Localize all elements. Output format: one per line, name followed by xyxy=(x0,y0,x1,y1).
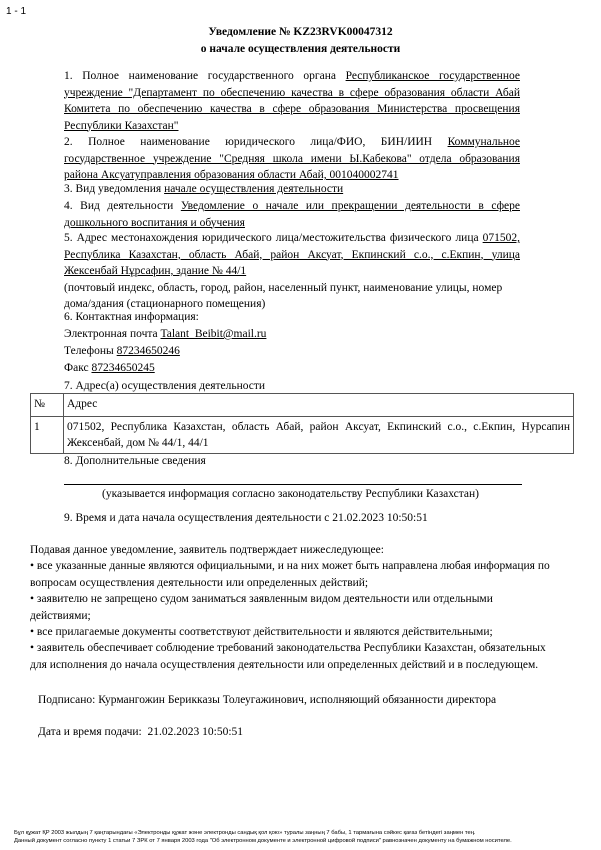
address-table xyxy=(30,393,574,454)
item-4 xyxy=(64,198,520,231)
confirm-intro: Подавая данное уведомление, заявитель подтверждает нижеследующее: xyxy=(30,544,384,556)
email-row xyxy=(64,326,266,342)
item-2 xyxy=(64,134,520,184)
submitted-row xyxy=(38,724,243,740)
page-number: 1 - 1 xyxy=(6,6,27,17)
item-2-label: 2. Полное наименование юридического лица/ФИО, БИН/ИИН xyxy=(64,136,433,148)
item-5-label: 5. Адрес местонахождения юридического лица/местожительства физического лица xyxy=(64,232,479,244)
item-5-note: (почтовый индекс, область, город, район, населенный пункт, наименование улицы, номер дома/здания (стационарного помещения) xyxy=(64,282,503,310)
item-7-label: 7. Адрес(а) осуществления деятельности xyxy=(64,380,266,392)
phone-label: Телефоны xyxy=(64,345,114,357)
item-8-label: 8. Дополнительные сведения xyxy=(64,455,206,467)
footer-legal-kz: Бұл құжат ҚР 2003 жылдың 7 қаңтарындағы «Электронды құжат және электронды сандық қол қою» туралы заңның 7 бабы, 1 тармағына сәйкес қағаз бетіндегі заңмен тең. xyxy=(14,830,476,836)
signed-label: Подписано: xyxy=(38,694,96,706)
notification-subtitle: о начале осуществления деятельности xyxy=(200,43,401,55)
table-cell-address: 071502, Республика Казахстан, область Абай, район Аксуат, Екпинский с.о., с.Екпин, Нурсапин Жексенбай, дом № 44/1, 44/1 xyxy=(64,417,574,454)
phone-row xyxy=(64,343,180,359)
item-2-value: Коммунальное государственное учреждение "Средняя школа имени Ы.Кабекова" отдела образования района Аксуатуправления образования области Абай, 001040002741 xyxy=(64,136,520,181)
signed-row xyxy=(38,692,496,708)
item-6-label: 6. Контактная информация: xyxy=(64,311,199,323)
fax-row xyxy=(64,360,155,376)
item-5 xyxy=(64,230,520,280)
fax-value: 87234650245 xyxy=(91,362,155,374)
fax-label: Факс xyxy=(64,362,89,374)
item-5-value: 071502, Республика Казахстан, область Абай, район Аксуат, Екпинский с.о., с.Екпин, улица Жексенбай Нұрсафин, здание № 44/1 xyxy=(64,232,520,277)
item-4-value: Уведомление о начале или прекращении деятельности в сфере дошкольного воспитания и обучения xyxy=(64,200,520,229)
list-item: • все указанные данные являются официальными, и на них может быть направлена любая информация по вопросам осуществления деятельности или определенных действий; xyxy=(30,560,550,589)
item-1-label: 1. Полное наименование государственного органа xyxy=(64,70,336,82)
table-row xyxy=(31,417,574,454)
email-value: Talant_Beibit@mail.ru xyxy=(160,328,267,340)
list-item: • заявителю не запрещено судом заниматься заявленным видом деятельности или отдельными действиями; xyxy=(30,593,493,622)
email-label: Электронная почта xyxy=(64,328,158,340)
item-1 xyxy=(64,68,520,134)
list-item: • все прилагаемые документы соответствуют действительности и являются действительными; xyxy=(30,626,493,638)
table-header-row xyxy=(31,394,574,417)
item-9: 9. Время и дата начала осуществления деятельности с 21.02.2023 10:50:51 xyxy=(64,512,428,524)
item-8-note: (указывается информация согласно законодательству Республики Казахстан) xyxy=(102,488,480,500)
item-3-label: 3. Вид уведомления xyxy=(64,183,162,195)
list-item: • заявитель обеспечивает соблюдение требований законодательства Республики Казахстан, обязательных для исполнения до начала осуществления деятельности или определенных действий и в последующем. xyxy=(30,642,546,671)
signed-value: Курмангожин Берикказы Толеугажинович, исполняющий обязанности директора xyxy=(98,694,497,706)
submitted-value: 21.02.2023 10:50:51 xyxy=(147,726,244,738)
notification-title: Уведомление № KZ23RVK00047312 xyxy=(208,26,393,38)
table-cell-number: 1 xyxy=(31,417,64,454)
item-4-label: 4. Вид деятельности xyxy=(64,200,174,212)
item-3-value: начале осуществления деятельности xyxy=(164,183,344,195)
submitted-label: Дата и время подачи: xyxy=(38,726,142,738)
additional-info-line xyxy=(64,484,522,485)
item-1-value: Республиканское государственное учреждение "Департамент по обеспечению качества в сфере образования области Абай Комитета по обеспечению качества в сфере образования Министерства просвещения Республики Казахстан" xyxy=(64,70,520,132)
item-3 xyxy=(64,181,520,198)
table-header-number: № xyxy=(31,394,64,417)
footer-legal-ru: Данный документ согласно пункту 1 статьи 7 ЗРК от 7 января 2003 года "Об электронном документе и электронной цифровой подписи" равнозначен документу на бумажном носителе. xyxy=(14,838,512,844)
table-header-address: Адрес xyxy=(64,394,574,417)
phone-value: 87234650246 xyxy=(116,345,180,357)
